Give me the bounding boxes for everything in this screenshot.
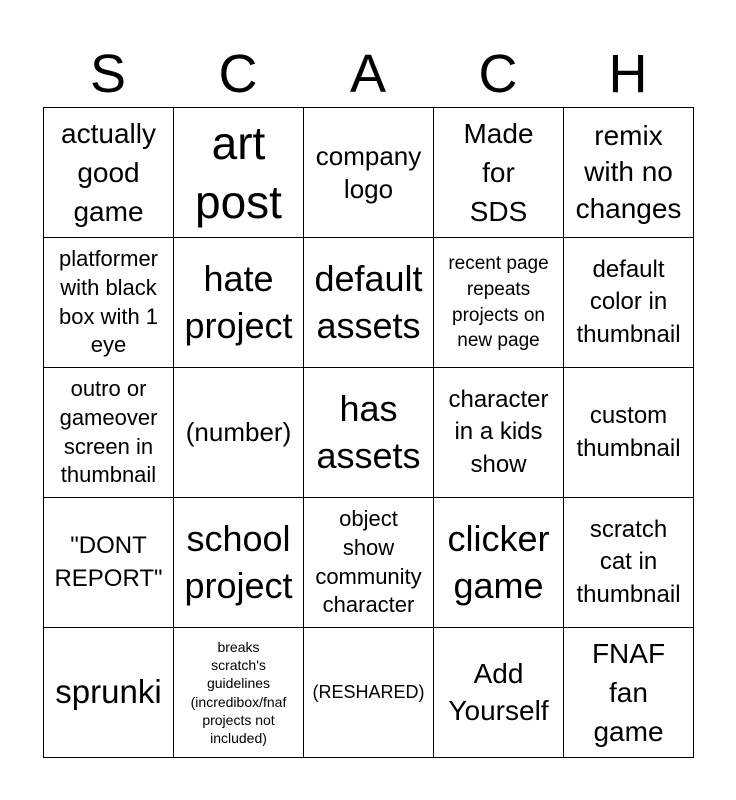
cell-label: FNAF fan game	[591, 637, 666, 748]
cell-label: Add Yourself	[448, 658, 549, 726]
bingo-cell-r2c1[interactable]	[44, 238, 174, 368]
bingo-cell-r4c2[interactable]	[174, 498, 304, 628]
bingo-cell-r3c2[interactable]	[174, 368, 304, 498]
bingo-cell-r1c1[interactable]	[44, 108, 174, 238]
cell-label: character in a kids show	[448, 385, 549, 478]
bingo-cell-r1c5[interactable]	[564, 108, 694, 238]
cell-label: has assets	[316, 388, 421, 476]
bingo-cell-r3c1[interactable]	[44, 368, 174, 498]
bingo-cell-r5c2[interactable]	[174, 628, 304, 758]
header-letter-5: H	[608, 44, 648, 104]
bingo-cell-r4c4[interactable]	[434, 498, 564, 628]
bingo-cell-r3c5[interactable]	[564, 368, 694, 498]
cell-label: clicker game	[447, 518, 550, 606]
header-letter-1: S	[89, 44, 127, 104]
cell-label: sprunki	[55, 673, 162, 711]
bingo-cell-r3c4[interactable]	[434, 368, 564, 498]
bingo-cell-r3c3[interactable]	[304, 368, 434, 498]
bingo-row-1	[44, 108, 694, 238]
header-letter-2: C	[218, 44, 258, 104]
cell-label: custom thumbnail	[576, 402, 681, 462]
bingo-cell-r4c5[interactable]	[564, 498, 694, 628]
cell-label: breaks scratch's guidelines (incredibox/fnaf projects not included)	[190, 638, 287, 746]
bingo-row-3	[44, 368, 694, 498]
cell-label: (RESHARED)	[312, 681, 425, 702]
cell-label: default assets	[314, 258, 423, 346]
cell-label: recent page repeats projects on new page	[448, 252, 549, 352]
bingo-grid	[43, 107, 694, 758]
bingo-cell-r2c2[interactable]	[174, 238, 304, 368]
bingo-cell-r5c4[interactable]	[434, 628, 564, 758]
cell-label: outro or gameover screen in thumbnail	[59, 376, 158, 488]
bingo-cell-r1c3[interactable]	[304, 108, 434, 238]
bingo-cell-r1c4[interactable]	[434, 108, 564, 238]
cell-label: object show community character	[315, 506, 422, 618]
bingo-cell-r2c5[interactable]	[564, 238, 694, 368]
cell-label: art post	[195, 116, 282, 228]
cell-label: actually good game	[61, 117, 156, 228]
cell-label: Made for SDS	[463, 117, 534, 228]
bingo-cell-r2c4[interactable]	[434, 238, 564, 368]
bingo-header	[43, 40, 693, 108]
bingo-row-5	[44, 628, 694, 758]
cell-label: (number)	[185, 417, 292, 448]
cell-label: hate project	[184, 258, 293, 346]
bingo-row-2	[44, 238, 694, 368]
header-letter-4: C	[478, 44, 518, 104]
bingo-cell-r5c5[interactable]	[564, 628, 694, 758]
bingo-cell-r4c3[interactable]	[304, 498, 434, 628]
cell-label: scratch cat in thumbnail	[576, 515, 681, 608]
cell-label: school project	[184, 518, 293, 606]
bingo-cell-r5c1[interactable]	[44, 628, 174, 758]
header-letter-3: A	[349, 44, 387, 104]
bingo-cell-r4c1[interactable]	[44, 498, 174, 628]
cell-label: default color in thumbnail	[576, 255, 681, 348]
bingo-cell-r2c3[interactable]	[304, 238, 434, 368]
cell-label: company logo	[315, 141, 422, 204]
cell-label: platformer with black box with 1 eye	[58, 246, 159, 358]
cell-label: "DONT REPORT"	[54, 532, 163, 592]
cell-label: remix with no changes	[575, 119, 682, 224]
bingo-cell-r1c2[interactable]	[174, 108, 304, 238]
bingo-cell-r5c3[interactable]	[304, 628, 434, 758]
bingo-row-4	[44, 498, 694, 628]
